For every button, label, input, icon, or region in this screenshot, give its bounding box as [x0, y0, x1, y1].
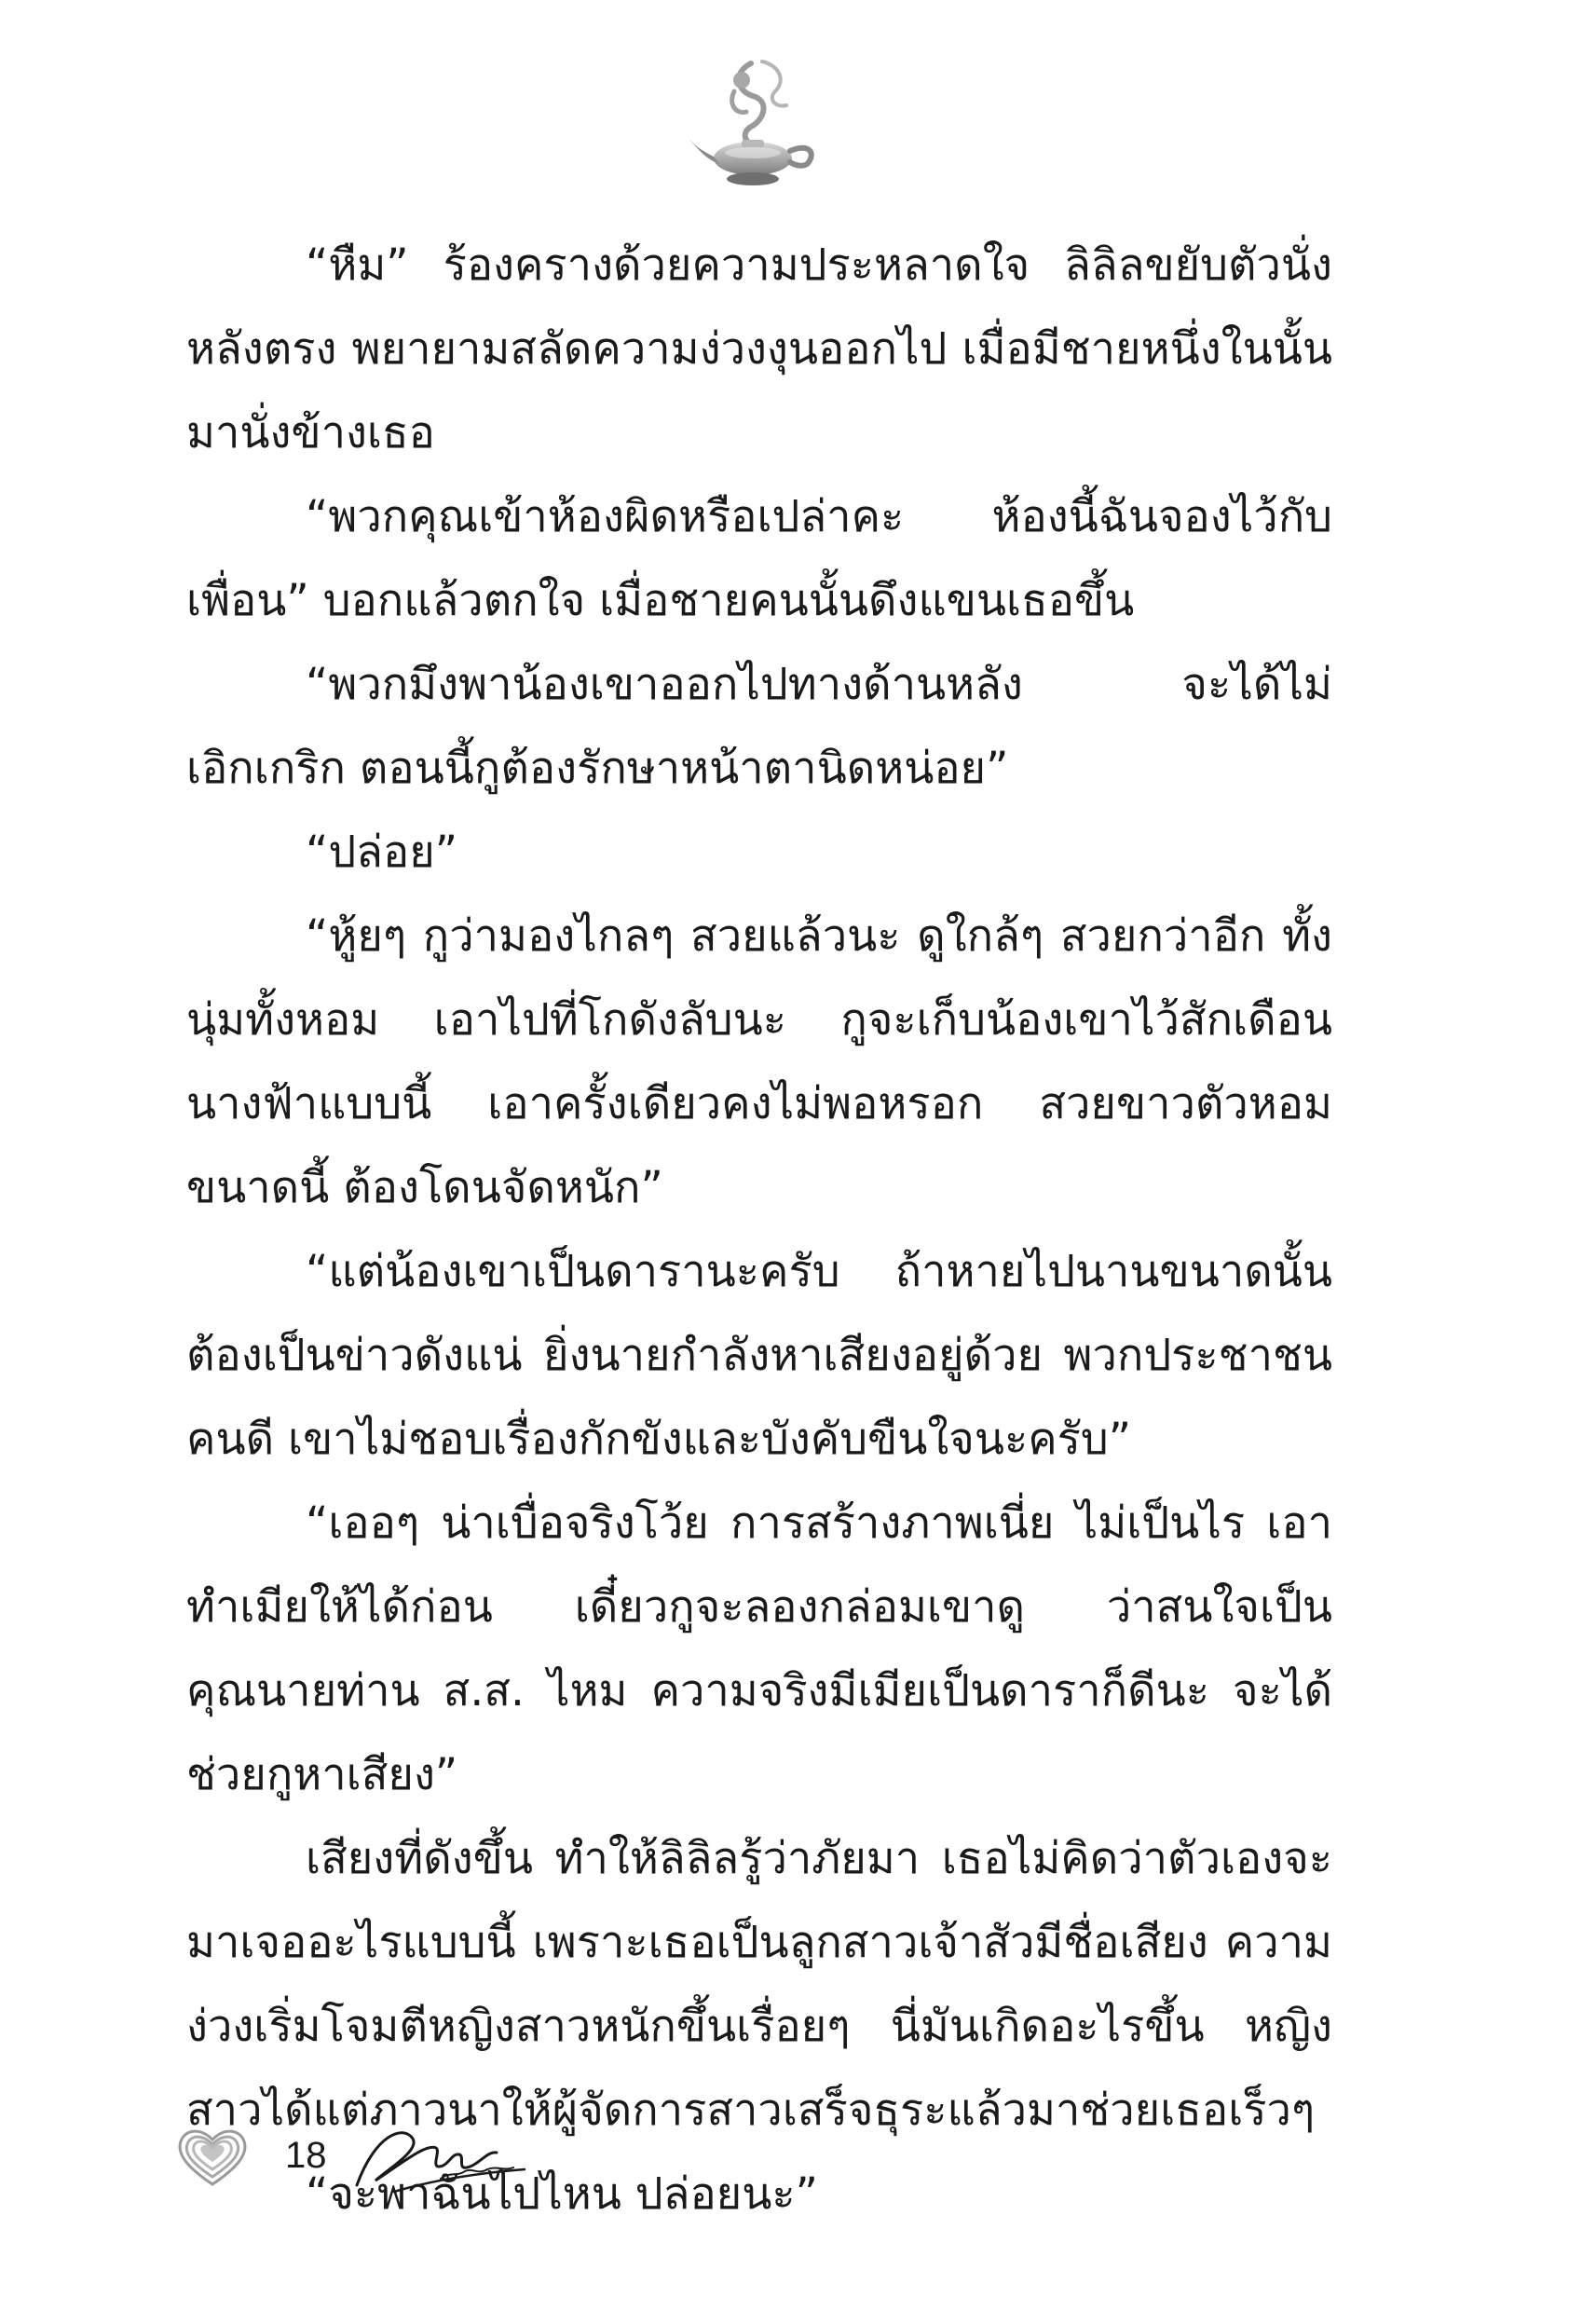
page-number: 18: [285, 2135, 327, 2176]
paragraph: “เออๆ น่าเบื่อจริงโว้ย การสร้างภาพเนี่ย ไม่เป็นไร เอาทำเมียให้ได้ก่อน เดี๋ยวกูจะลองกล่อมเขาดู ว่าสนใจเป็นคุณนายท่าน ส.ส. ไหม ความจริงมีเมียเป็นดาราก็ดีนะ จะได้ช่วยกูหาเสียง”: [186, 1497, 1332, 1800]
page-footer: [175, 2115, 734, 2208]
paragraph: “แต่น้องเขาเป็นดารานะครับ ถ้าหายไปนานขนาดนั้น ต้องเป็นข่าวดังแน่ ยิ่งนายกำลังหาเสียงอยู่ด้วย พวกประชาชนคนดี เขาไม่ชอบเรื่องกักขังและบังคับขืนใจนะครับ”: [186, 1246, 1332, 1465]
paragraph: เสียงที่ดังขึ้น ทำให้ลิลิลรู้ว่าภัยมา เธอไม่คิดว่าตัวเองจะมาเจออะไรแบบนี้ เพราะเธอเป็นลูกสาวเจ้าสัวมีชื่อเสียง ความง่วงเริ่มโจมตีหญิงสาวหนักขึ้นเรื่อยๆ นี่มันเกิดอะไรขึ้น หญิงสาวได้แต่ภาวนาให้ผู้จัดการสาวเสร็จธุระแล้วมาช่วยเธอเร็วๆ: [186, 1833, 1332, 2136]
author-signature-icon: [348, 2115, 534, 2199]
heart-icon: [175, 2125, 250, 2190]
paragraph: “ปล่อย”: [306, 827, 458, 878]
paragraph: “พวกคุณเข้าห้องผิดหรือเปล่าคะ ห้องนี้ฉันจองไว้กับเพื่อน” บอกแล้วตกใจ เมื่อชายคนนั้นดึงแขนเธอขึ้น: [186, 491, 1332, 626]
paragraph: “จะพาฉันไปไหน ปล่อยนะ”: [306, 2168, 818, 2220]
paragraph: “หู้ยๆ กูว่ามองไกลๆ สวยแล้วนะ ดูใกล้ๆ สวยกว่าอีก ทั้งนุ่มทั้งหอม เอาไปที่โกดังลับนะ กูจะเก็บน้องเขาไว้สักเดือน นางฟ้าแบบนี้ เอาครั้งเดียวคงไม่พอหรอก สวยขาวตัวหอมขนาดนี้ ต้องโดนจัดหนัก”: [186, 910, 1332, 1213]
genie-lamp-icon: [686, 54, 825, 194]
paragraph: “หืม” ร้องครางด้วยความประหลาดใจ ลิลิลขยับตัวนั่งหลังตรง พยายามสลัดความง่วงงุนออกไป เมื่อมีชายหนึ่งในนั้นมานั่งข้างเธอ: [186, 239, 1332, 458]
body-text: [186, 224, 1332, 2236]
paragraph: “พวกมึงพาน้องเขาออกไปทางด้านหลัง จะได้ไม่เอิกเกริก ตอนนี้กูต้องรักษาหน้าตานิดหน่อย”: [186, 659, 1332, 794]
